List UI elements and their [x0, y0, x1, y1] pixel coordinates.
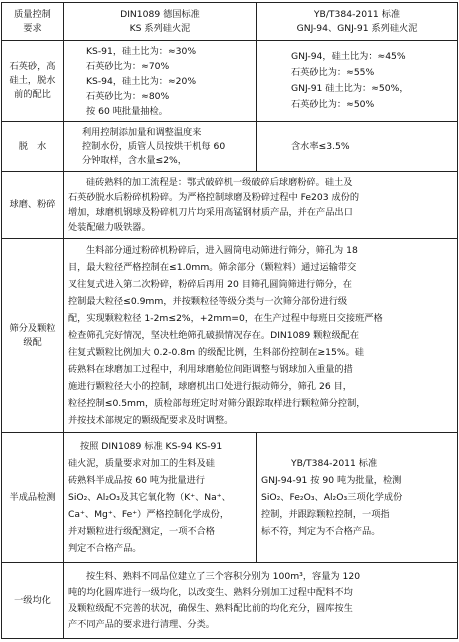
grinding-text-line: 增加，球磨机钢球及粉碎机刀片均采用高锰钢材质产品，并在产品出口 [68, 207, 353, 218]
header-yb-line: YB/T384-2011 标准 [313, 8, 401, 20]
homogenize-label: 一级均化 [14, 594, 51, 606]
dehydration-row [2, 122, 458, 172]
ratio-label-cell [2, 41, 64, 122]
ratio-din-line: KS-94，硅土比为：≈20% [86, 75, 197, 87]
header-requirement-line: 质量控制 [14, 8, 51, 20]
ratio-din-line: KS-91，硅土比为：≈30% [86, 45, 197, 57]
ratio-yb-line: 石英砂比为：≈55% [291, 67, 375, 78]
screening-label-line: 筛分及颗粒 [9, 322, 56, 334]
semi-product-row [2, 433, 458, 563]
homogenize-text-line: 产不同产品的要求进行清理、分类。 [68, 618, 215, 630]
ratio-yb-line: GNJ-94，硅土比为：≈45% [291, 51, 406, 62]
screening-text-line: 目，最大粒径严格控制在≤1.0mm。筛余部分（颗粒料）通过运输带交 [68, 262, 357, 273]
grinding-text-line: 石英砂脱水后粉碎机粉碎。为严格控制球磨及粉碎过程中 Fe203 成份的 [68, 192, 360, 203]
screening-text-line: 叉往复式进入第二次粉碎，粉碎后再用 20 目筛孔圆筒筛进行筛分，在 [68, 279, 352, 290]
semi-din-line: 硅火泥，质量要求对加工的生料及硅 [68, 458, 215, 469]
dehydration-yb-value: 含水率≤3.5% [291, 140, 350, 152]
screening-label-cell [2, 239, 64, 433]
screening-label-line: 级配 [23, 336, 42, 348]
screening-text-line: 生料部分通过粉碎机粉碎后，进入圆筒电动筛进行筛分，筛孔为 18 [86, 245, 358, 256]
semi-yb-line: GNJ-94-91 按 90 吨为批量，检测 [261, 475, 402, 486]
ratio-label-line: 硅土，脱水 [9, 75, 56, 86]
header-din-cell [64, 3, 257, 41]
grinding-text-line: 处装配磁力吸铁器。 [68, 222, 151, 233]
dehydration-din-line: 控制水份，质管人员按烘干机每 60 [82, 140, 226, 152]
homogenize-text-cell [64, 563, 458, 639]
screening-text-line: 并按技术部规定的颗级配要求及时调整。 [68, 415, 234, 426]
screening-text-line: 控制最大粒径≤0.9mm，并按颗粒径等级分类与一次筛分部份进行级 [68, 296, 348, 307]
header-din-line: DIN1089 德国标准 [120, 8, 200, 20]
semi-din-line: 按照 DIN1089 标准 KS-94 KS-91 [80, 441, 223, 452]
dehydration-din-line: 利用控制添加量和调整温度来 [82, 126, 202, 138]
ratio-label-line: 前的配比 [14, 89, 51, 100]
semi-din-line: 判定不合格产品。 [68, 543, 142, 554]
semi-yb-line: 标不符，判定为不合格产品。 [261, 526, 381, 537]
ratio-din-line: 按 60 吨批量抽检。 [86, 105, 168, 117]
dehydration-din-cell [64, 122, 257, 172]
grinding-label: 球磨、粉碎 [9, 199, 56, 210]
semi-yb-cell [257, 433, 458, 563]
homogenize-text-line: 吨的均化圆库进行一级均化，以改变生、熟料分别加工过程中配料不均 [68, 586, 353, 598]
semi-yb-line: SiO₂、Fe₂O₃、Al₂O₃三项化学成份 [261, 492, 403, 503]
ratio-din-line: 石英砂比为：≈80% [86, 90, 170, 102]
header-yb-cell [257, 3, 458, 41]
semi-din-line: Ca⁺、Mg⁺、Fe⁺）严格控制化学成份， [68, 509, 230, 520]
semi-din-line: SiO₂、Al₂O₃及其它氧化物（K⁺、Na⁺、 [68, 492, 231, 503]
semi-yb-line: 控制，并跟踪颗粒控制，一项指 [261, 509, 390, 520]
semi-label: 半成品检测 [9, 491, 56, 503]
quality-control-table [1, 2, 458, 639]
dehydration-label: 脱 水 [18, 140, 47, 152]
ratio-yb-cell [257, 41, 458, 122]
homogenize-text-line: 及颗粒级配不完善的状况，确保生、熟料配比前的均化充分，圆库按生 [68, 602, 353, 614]
grinding-row [2, 172, 458, 239]
screening-text-line: 配，实现颗粒粒径 1-2m≤2%，+2mm=0，在生产过程中每班日交接班严格 [68, 313, 383, 324]
semi-din-line: 并对颗粒进行级配测定，一项不合格 [68, 526, 215, 537]
ratio-din-cell [64, 41, 257, 122]
header-din-line: KS 系列硅火泥 [129, 22, 191, 34]
grinding-text-cell [64, 172, 458, 239]
ratio-yb-line: GNJ-91 硅土比为：≈50%， [291, 83, 409, 94]
grinding-label-cell [2, 172, 64, 239]
ratio-row [2, 41, 458, 122]
header-row [2, 3, 458, 41]
semi-yb-line: YB/T384-2011 标准 [291, 458, 378, 469]
header-requirement-cell [2, 3, 64, 41]
screening-text-line: 砖熟料在球磨加工过程中，利用球磨舱位间距调整与钢球加入重量的措 [68, 364, 353, 375]
homogenize-text-line: 按生料、熟料不同品位建立了三个容积分别为 100m³，容量为 120 [86, 570, 361, 582]
ratio-din-line: 石英砂比为：≈70% [86, 60, 170, 72]
dehydration-label-cell [2, 122, 64, 172]
semi-din-line: 砖熟料半成品按 60 吨为批量进行 [68, 475, 205, 486]
screening-row [2, 239, 458, 433]
header-requirement-line: 要求 [23, 22, 42, 34]
ratio-yb-line: 石英砂比为：≈50% [291, 99, 375, 110]
homogenize-label-cell [2, 563, 64, 639]
header-yb-line: GNJ-94、GNJ-91 系列硅火泥 [296, 22, 418, 34]
screening-text-line: 粒径控制≤0.5mm，质检部每班定时对筛分跟踪取样进行颗粒筛分控制， [68, 398, 366, 409]
screening-text-line: 施进行颗粒径大小的控制，球磨机出口处进行振动筛分，筛孔 26 目， [68, 381, 352, 392]
dehydration-yb-cell [257, 122, 458, 172]
screening-text-cell [64, 239, 458, 433]
semi-label-cell [2, 433, 64, 563]
screening-text-line: 检查筛孔完好情况，坚决杜绝筛孔破损情况存在。DIN1089 颗粒级配在 [68, 330, 360, 341]
screening-text-line: 往复式颗粒比例加大 0.2-0.8m 的级配比例，生料部份控制在≥15%。硅 [68, 347, 364, 358]
dehydration-din-line: 分钟取样，含水量≤2%， [82, 154, 187, 166]
grinding-text-line: 硅砖熟料的加工流程是：鄂式破碎机一级破碎后球磨粉碎。硅土及 [86, 177, 353, 188]
semi-din-cell [64, 433, 257, 563]
ratio-label-line: 石英砂，高 [9, 61, 56, 72]
homogenize-row [2, 563, 458, 639]
